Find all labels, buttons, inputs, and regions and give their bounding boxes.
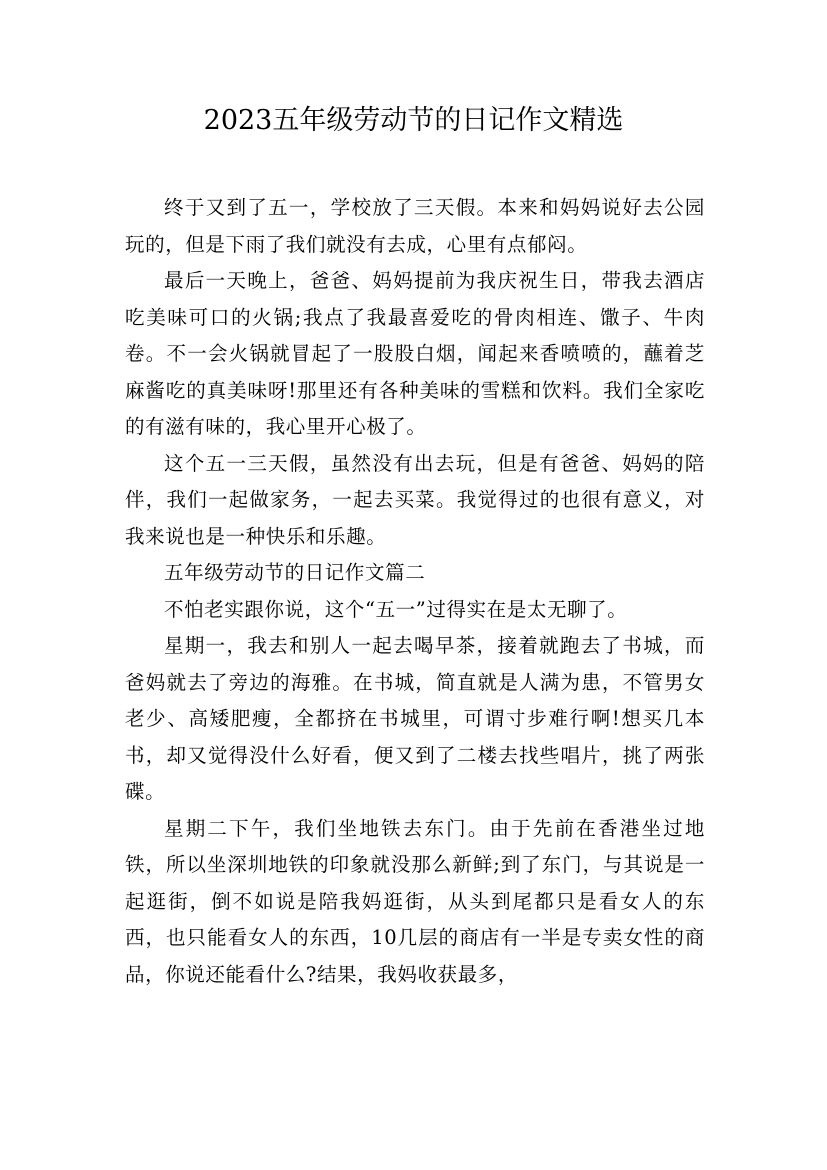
- paragraph: 星期一，我去和别人一起去喝早茶，接着就跑去了书城，而爸妈就去了旁边的海雅。在书城，简直就是人满为患，不管男女老少、高矮肥瘦，全都挤在书城里，可谓寸步难行啊!想买几本书，却又觉得没什么好看，便又到了二楼去找些唱片，挑了两张碟。: [125, 634, 705, 803]
- paragraph: 终于又到了五一，学校放了三天假。本来和妈妈说好去公园玩的，但是下雨了我们就没有去成，心里有点郁闷。: [125, 196, 705, 256]
- document-title: 2023五年级劳动节的日记作文精选: [203, 105, 624, 136]
- paragraph: 这个五一三天假，虽然没有出去玩，但是有爸爸、妈妈的陪伴，我们一起做家务，一起去买菜。我觉得过的也很有意义，对我来说也是一种快乐和乐趣。: [125, 451, 705, 548]
- document-body: [125, 190, 705, 993]
- section-heading: 五年级劳动节的日记作文篇二: [164, 561, 426, 584]
- paragraph: 星期二下午，我们坐地铁去东门。由于先前在香港坐过地铁，所以坐深圳地铁的印象就没那么新鲜;到了东门，与其说是一起逛街，倒不如说是陪我妈逛街，从头到尾都只是看女人的东西，也只能看女人的东西，10几层的商店有一半是专卖女性的商品，你说还能看什么?结果，我妈收获最多，: [125, 816, 705, 986]
- paragraph: 最后一天晚上，爸爸、妈妈提前为我庆祝生日，带我去酒店吃美味可口的火锅;我点了我最喜爱吃的骨肉相连、馓子、牛肉卷。不一会火锅就冒起了一股股白烟，闻起来香喷喷的，蘸着芝麻酱吃的真美味呀!那里还有各种美味的雪糕和饮料。我们全家吃的有滋有味的，我心里开心极了。: [125, 269, 705, 438]
- paragraph: 不怕老实跟你说，这个“五一”过得实在是太无聊了。: [164, 597, 628, 621]
